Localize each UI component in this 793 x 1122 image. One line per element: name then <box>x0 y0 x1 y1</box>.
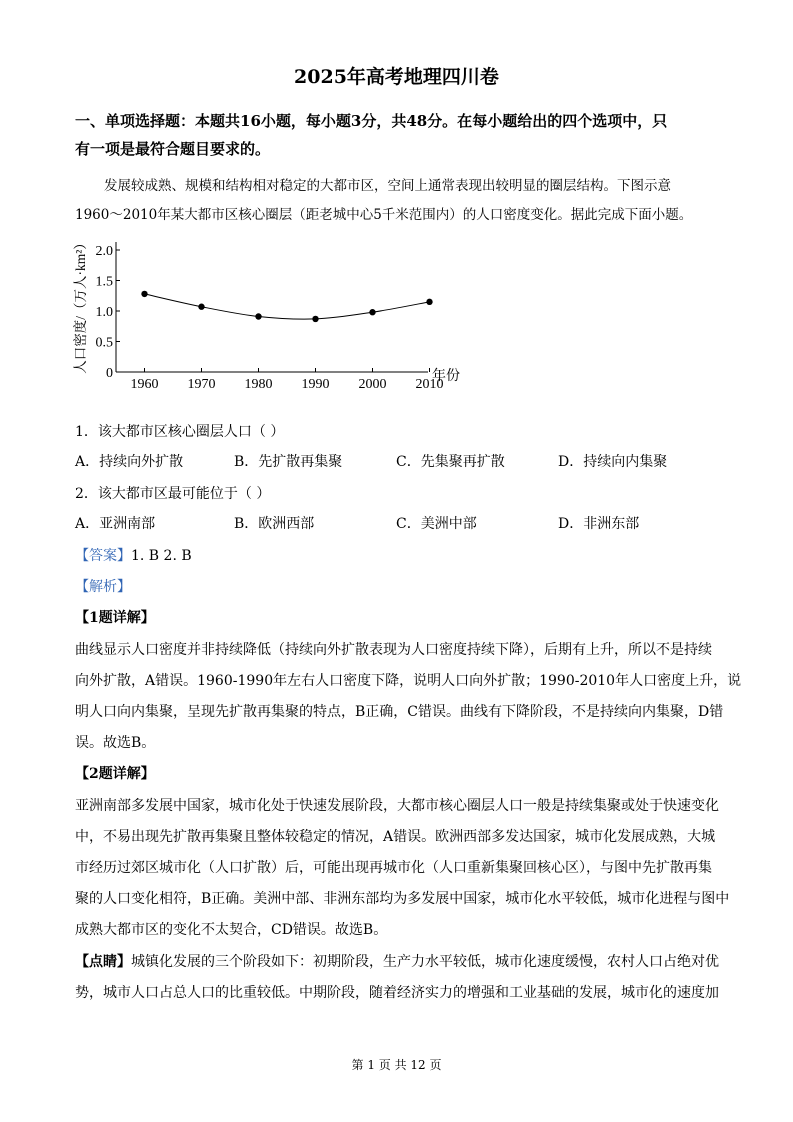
y-tick-label: 1.0 <box>95 305 113 320</box>
answer-text: 1. B 2. B <box>131 548 192 564</box>
y-tick-label: 2.0 <box>95 244 113 259</box>
question-1-option-d: D．持续向内集聚 <box>558 454 668 470</box>
detail-2-line: 亚洲南部多发展中国家，城市化处于快速发展阶段，大都市核心圈层人口一般是持续集聚或处于快速变化 <box>75 798 719 814</box>
answer-row <box>75 545 192 565</box>
question-1-option-c: C．先集聚再扩散 <box>396 454 505 470</box>
question-2-stem: 2．该大都市区最可能位于（ ） <box>75 486 271 502</box>
data-point <box>426 299 432 305</box>
detail-2-line: 成熟大都市区的变化不太契合，CD错误。故选B。 <box>75 922 388 938</box>
intro-line-2: 1960～2010年某大都市区核心圈层（距老城中心5千米范围内）的人口密度变化。据此完成下面小题。 <box>75 207 693 223</box>
detail-1-line: 曲线显示人口密度并非持续降低（持续向外扩散表现为人口密度持续下降），后期有上升，所以不是持续 <box>75 642 712 658</box>
x-tick-label: 1970 <box>187 377 216 392</box>
y-tick-label: 1.5 <box>95 274 113 290</box>
page-footer: 第 1 页 共 12 页 <box>351 1058 442 1072</box>
intro-line-1: 发展较成熟、规模和结构相对稳定的大都市区，空间上通常表现出较明显的圈层结构。下图示意 <box>104 178 671 194</box>
section-heading-line-2: 有一项是最符合题目要求的。 <box>75 140 271 158</box>
data-point <box>198 304 204 310</box>
question-1-option-a: A．持续向外扩散 <box>75 454 184 470</box>
question-2-option-d: D．非洲东部 <box>558 516 640 532</box>
question-1-option-b: B．先扩散再集聚 <box>234 454 343 470</box>
x-tick-label: 1960 <box>130 377 159 392</box>
tip-label: 【点睛】 <box>75 954 131 970</box>
detail-2-line: 市经历过郊区城市化（人口扩散）后，可能出现再城市化（人口重新集聚回核心区），与图中先扩散再集 <box>75 860 712 876</box>
tip-text-1: 城镇化发展的三个阶段如下：初期阶段，生产力水平较低，城市化速度缓慢，农村人口占绝对优 <box>131 954 719 970</box>
x-tick-label: 1990 <box>301 377 330 392</box>
data-point <box>312 316 318 322</box>
density-series-line <box>145 294 430 319</box>
answer-label: 【答案】 <box>75 548 131 564</box>
data-point <box>369 309 375 315</box>
data-point <box>255 313 261 319</box>
x-axis-label: 年份 <box>432 369 460 384</box>
data-point <box>141 291 147 297</box>
detail-2-heading: 【2题详解】 <box>75 766 155 782</box>
page-title: 2025年高考地理四川卷 <box>294 66 499 88</box>
x-tick-label: 2000 <box>358 377 387 392</box>
analysis-label: 【解析】 <box>75 579 131 595</box>
tip-line-1 <box>75 951 719 971</box>
detail-2-line: 聚的人口变化相符，B正确。美洲中部、非洲东部均为多发展中国家，城市化水平较低，城市化进程与图中 <box>75 891 730 907</box>
question-1-stem: 1．该大都市区核心圈层人口（ ） <box>75 424 285 440</box>
y-tick-label: 0 <box>106 366 113 381</box>
y-axis-label: 人口密度/（万人·km²） <box>73 236 88 374</box>
population-density-chart <box>70 232 470 398</box>
detail-1-line: 向外扩散，A错误。1960-1990年左右人口密度下降，说明人口向外扩散；1990-2010年人口密度上升，说 <box>75 673 742 689</box>
detail-1-line: 误。故选B。 <box>75 735 156 751</box>
question-2-option-c: C．美洲中部 <box>396 516 477 532</box>
section-heading-line-1: 一、单项选择题：本题共16小题，每小题3分，共48分。在每小题给出的四个选项中，只 <box>75 112 668 130</box>
x-tick-label: 2010 <box>415 377 444 392</box>
question-2-option-b: B．欧洲西部 <box>234 516 315 532</box>
detail-2-line: 中，不易出现先扩散再集聚且整体较稳定的情况，A错误。欧洲西部多发达国家，城市化发展成熟，大城 <box>75 829 716 845</box>
question-2-option-a: A．亚洲南部 <box>75 516 156 532</box>
x-tick-label: 1980 <box>244 377 273 392</box>
tip-line-2: 势，城市人口占总人口的比重较低。中期阶段，随着经济实力的增强和工业基础的发展，城市化的速度加 <box>75 985 719 1001</box>
y-tick-label: 0.5 <box>95 335 113 351</box>
detail-1-line: 明人口向内集聚，呈现先扩散再集聚的特点，B正确，C错误。曲线有下降阶段，不是持续向内集聚，D错 <box>75 704 724 720</box>
detail-1-heading: 【1题详解】 <box>75 610 155 626</box>
